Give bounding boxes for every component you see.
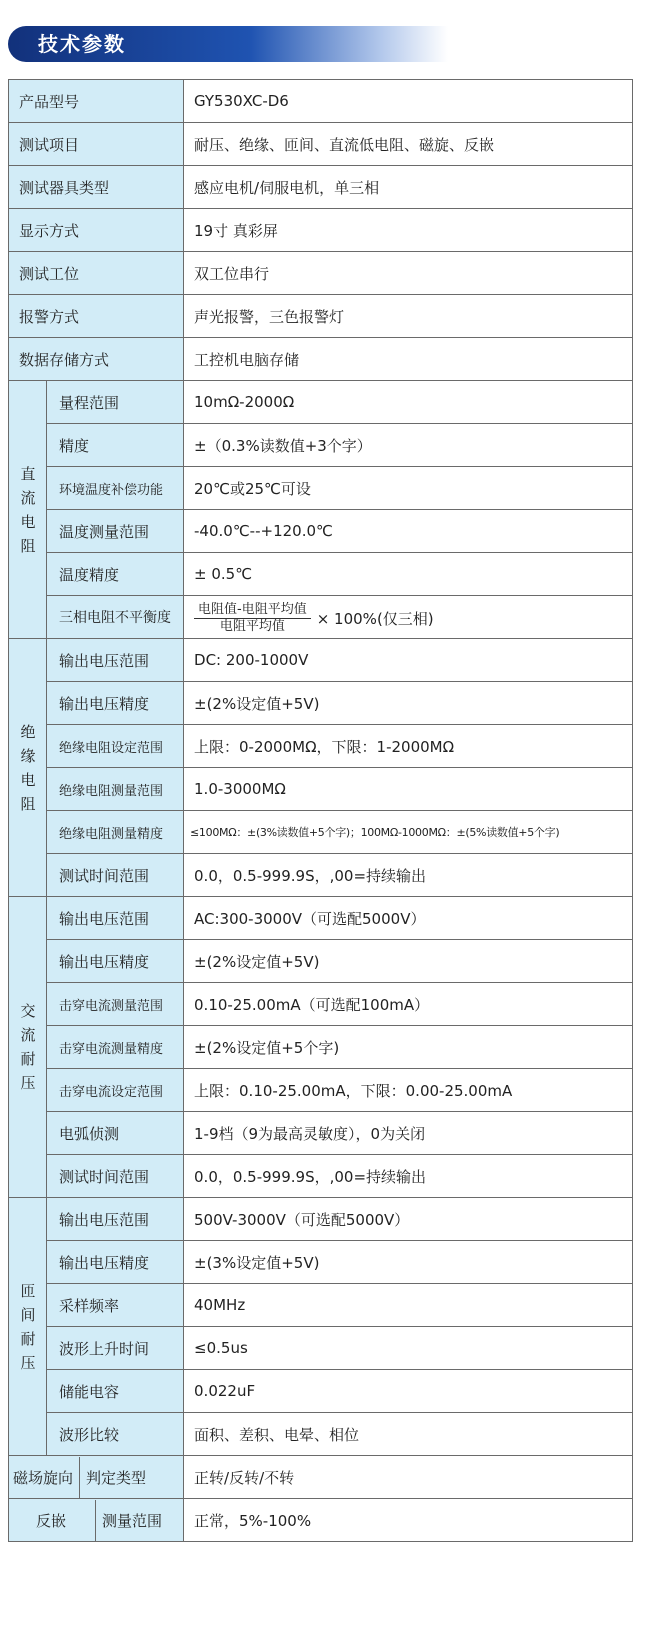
row-value: 1-9档（9为最高灵敏度），0为关闭 — [184, 1112, 633, 1155]
row-label: 测试时间范围 — [47, 854, 184, 897]
section-header — [8, 26, 448, 62]
table-row — [9, 381, 633, 424]
row-value: 双工位串行 — [184, 252, 633, 295]
table-row — [9, 725, 633, 768]
table-row — [9, 1327, 633, 1370]
formula-numerator: 电阻值-电阻平均值 — [194, 602, 311, 619]
group-interturn — [9, 1198, 47, 1456]
row-value: 正常，5%-100% — [184, 1499, 633, 1542]
row-label: 环境温度补偿功能 — [47, 467, 184, 510]
row-value: 声光报警，三色报警灯 — [184, 295, 633, 338]
row-label: 三相电阻不平衡度 — [47, 596, 184, 639]
group-label: 磁场旋向 — [13, 1468, 74, 1487]
row-label: 输出电压精度 — [47, 682, 184, 725]
table-row — [9, 467, 633, 510]
row-value: 500V-3000V（可选配5000V） — [184, 1198, 633, 1241]
row-label: 输出电压范围 — [47, 639, 184, 682]
row-label: 电弧侦测 — [47, 1112, 184, 1155]
row-value: 面积、差积、电晕、相位 — [184, 1413, 633, 1456]
group-label: 反嵌 — [35, 1511, 66, 1530]
table-row — [9, 1112, 633, 1155]
group-label: 交流耐压 — [20, 1002, 36, 1092]
table-row — [9, 811, 633, 854]
table-row — [9, 1069, 633, 1112]
rotation-row-label — [9, 1456, 184, 1499]
row-value: DC: 200-1000V — [184, 639, 633, 682]
row-label: 输出电压精度 — [47, 1241, 184, 1284]
row-value: ±（0.3%读数值+3个字） — [184, 424, 633, 467]
row-value: ±(2%设定值+5个字) — [184, 1026, 633, 1069]
table-row — [9, 854, 633, 897]
table-row — [9, 983, 633, 1026]
row-label: 测试工位 — [9, 252, 184, 295]
row-label: 温度测量范围 — [47, 510, 184, 553]
row-value: 0.10-25.00mA（可选配100mA） — [184, 983, 633, 1026]
row-label: 测试项目 — [9, 123, 184, 166]
row-label: 绝缘电阻设定范围 — [47, 725, 184, 768]
table-row — [9, 1370, 633, 1413]
group-label: 绝缘电阻 — [20, 722, 36, 813]
row-label: 击穿电流测量范围 — [47, 983, 184, 1026]
row-value: 上限：0-2000MΩ，下限：1-2000MΩ — [184, 725, 633, 768]
row-label: 击穿电流测量精度 — [47, 1026, 184, 1069]
group-label: 直流电阻 — [20, 464, 36, 555]
row-label: 输出电压范围 — [47, 1198, 184, 1241]
group-label: 匝间耐压 — [20, 1281, 36, 1372]
row-label: 测量范围 — [102, 1511, 163, 1530]
row-value: ±(3%设定值+5V) — [184, 1241, 633, 1284]
row-value: 19寸 真彩屏 — [184, 209, 633, 252]
table-row — [9, 1499, 633, 1542]
row-label: 测试器具类型 — [9, 166, 184, 209]
row-value: 上限：0.10-25.00mA，下限：0.00-25.00mA — [184, 1069, 633, 1112]
table-row — [9, 1241, 633, 1284]
table-row — [9, 252, 633, 295]
row-value: ±(2%设定值+5V) — [184, 682, 633, 725]
row-label: 数据存储方式 — [9, 338, 184, 381]
table-row — [9, 209, 633, 252]
table-row — [9, 1284, 633, 1327]
row-value: 工控机电脑存储 — [184, 338, 633, 381]
table-row — [9, 639, 633, 682]
row-value: 正转/反转/不转 — [184, 1456, 633, 1499]
row-value: -40.0℃--+120.0℃ — [184, 510, 633, 553]
row-value: ±(2%设定值+5V) — [184, 940, 633, 983]
table-row — [9, 897, 633, 940]
row-label: 测试时间范围 — [47, 1155, 184, 1198]
row-label: 量程范围 — [47, 381, 184, 424]
row-value: AC:300-3000V（可选配5000V） — [184, 897, 633, 940]
table-row — [9, 510, 633, 553]
section-title: 技术参数 — [38, 32, 126, 56]
row-label: 输出电压精度 — [47, 940, 184, 983]
row-label: 输出电压范围 — [47, 897, 184, 940]
row-value: GY530XC-D6 — [184, 80, 633, 123]
row-value: ± 0.5℃ — [184, 553, 633, 596]
table-row — [9, 596, 633, 639]
row-value: 10mΩ-2000Ω — [184, 381, 633, 424]
table-row — [9, 424, 633, 467]
formula-denominator: 电阻平均值 — [219, 619, 285, 634]
row-value: ≤100MΩ：±(3%读数值+5个字)；100MΩ-1000MΩ：±(5%读数值+5个字) — [184, 811, 633, 854]
row-value: 20℃或25℃可设 — [184, 467, 633, 510]
row-label: 储能电容 — [47, 1370, 184, 1413]
row-label: 击穿电流设定范围 — [47, 1069, 184, 1112]
group-ac-hipot — [9, 897, 47, 1198]
row-value: 40MHz — [184, 1284, 633, 1327]
table-row — [9, 553, 633, 596]
table-row — [9, 80, 633, 123]
row-value: 耐压、绝缘、匝间、直流低电阻、磁旋、反嵌 — [184, 123, 633, 166]
row-label: 精度 — [47, 424, 184, 467]
table-row — [9, 166, 633, 209]
table-row — [9, 1198, 633, 1241]
row-label: 采样频率 — [47, 1284, 184, 1327]
table-row — [9, 1026, 633, 1069]
row-label: 显示方式 — [9, 209, 184, 252]
table-row — [9, 1456, 633, 1499]
row-value: 0.022uF — [184, 1370, 633, 1413]
unbalance-formula — [184, 596, 633, 639]
table-row — [9, 1155, 633, 1198]
row-value: 0.0，0.5-999.9S，,00=持续输出 — [184, 854, 633, 897]
row-label: 绝缘电阻测量精度 — [47, 811, 184, 854]
row-label: 温度精度 — [47, 553, 184, 596]
formula-suffix: × 100%(仅三相) — [316, 610, 434, 628]
group-dc-resistance — [9, 381, 47, 639]
table-row — [9, 123, 633, 166]
row-label: 判定类型 — [86, 1468, 147, 1487]
table-row — [9, 1413, 633, 1456]
table-row — [9, 940, 633, 983]
row-label: 报警方式 — [9, 295, 184, 338]
row-value: 0.0，0.5-999.9S，,00=持续输出 — [184, 1155, 633, 1198]
row-label: 绝缘电阻测量范围 — [47, 768, 184, 811]
table-row — [9, 295, 633, 338]
row-label: 产品型号 — [9, 80, 184, 123]
table-row — [9, 768, 633, 811]
reverse-row-label — [9, 1499, 184, 1542]
group-insulation — [9, 639, 47, 897]
row-label: 波形上升时间 — [47, 1327, 184, 1370]
row-value: ≤0.5us — [184, 1327, 633, 1370]
row-value: 感应电机/伺服电机，单三相 — [184, 166, 633, 209]
table-row — [9, 338, 633, 381]
row-value: 1.0-3000MΩ — [184, 768, 633, 811]
spec-table — [8, 79, 633, 1542]
table-row — [9, 682, 633, 725]
row-label: 波形比较 — [47, 1413, 184, 1456]
